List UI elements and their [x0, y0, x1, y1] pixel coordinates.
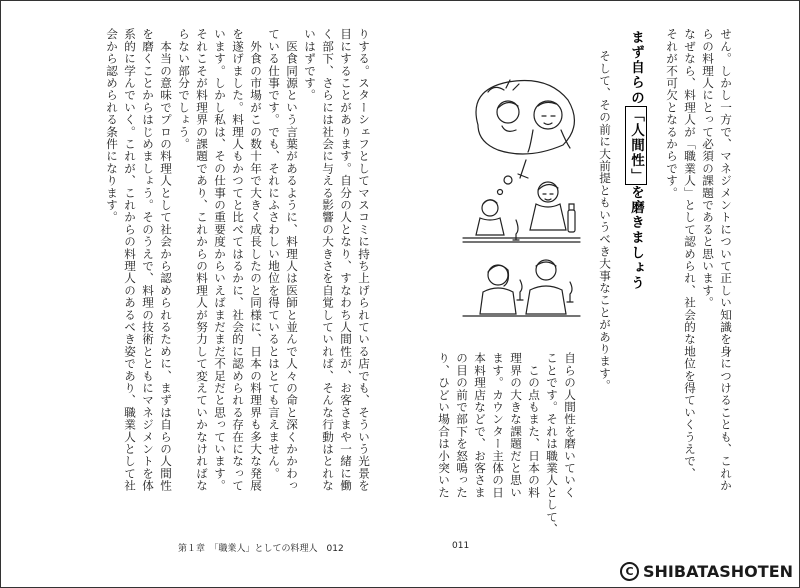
text-column: それが不可欠となるからです。: [665, 28, 679, 199]
text-column: を磨くことからはじめましょう。そのうえで、料理の技術とともにマネジメントを体: [141, 28, 155, 492]
watermark-text: SHIBATASHOTEN: [643, 562, 794, 581]
text-column: います。しかし私は、その仕事の重要度からいえばまだまだ不足だと思っています。: [213, 28, 227, 492]
page-footer-chapter: 第１章 「職業人」としての料理人 012: [178, 544, 344, 554]
text-column: 自らの人間性を磨いていく: [563, 352, 577, 499]
text-column: 目にすることがあります。自分の人となり、すなわち人間性が、お客さまや一緒に働: [339, 28, 353, 492]
text-column: く部下、さらには社会に与える影響の大きさを自覚していれば、そんな行動はとれな: [321, 28, 335, 492]
text-column: 会から認められる条件になります。: [105, 28, 119, 224]
text-column: 外食の市場がこの数十年で大きく成長したのと同様に、日本の料理界も多大な発展: [249, 28, 263, 492]
text-column: ている仕事です。でも、それにふさわしい地位を得ているとはとても言えません。: [267, 28, 281, 480]
text-column: 系的に学んでいく。これが、これからの料理人のあるべき姿であり、職業人として社: [123, 28, 137, 492]
text-column: ことです。それは職業人として、: [545, 352, 559, 535]
text-column: せん。しかし一方で、マネジメントについて正しい知識を身につけることも、これか: [719, 28, 733, 492]
heading-boxed-word: 「人間性」: [625, 106, 647, 186]
text-column: そして、その前に大前提ともいうべき大事なことがあります。: [598, 50, 612, 392]
heading-post: を磨きましょう: [628, 185, 644, 291]
text-column: ます。カウンター主体の日: [491, 352, 505, 499]
text-column: この点もまた、日本の料: [527, 352, 541, 499]
chef-illustration: [458, 70, 583, 320]
text-column: 医食同源という言葉があるように、料理人は医師と並んで人々の命と深くかかわっ: [285, 28, 299, 492]
text-column: 本料理店などで、お客さま: [473, 352, 487, 499]
text-column: 本当の意味でプロの料理人として社会から認められるために、まずは自らの人間性: [159, 28, 173, 492]
text-column: りする。スターシェフとしてマスコミに持ち上げられている店でも、そういう光景を: [357, 28, 371, 492]
text-column: らの料理人にとって必須の課題であると思います。: [701, 28, 715, 309]
text-column: を遂げました。料理人もかつてと比べてはるかに、社会的に認められる存在になって: [231, 28, 245, 492]
copyright-icon: C: [620, 562, 639, 581]
heading-pre: まず自らの: [628, 30, 644, 106]
text-column: 理界の大きな課題だと思い: [509, 352, 523, 499]
section-heading: [625, 30, 647, 291]
text-column: いはずです。: [303, 28, 317, 102]
text-column: なぜなら、料理人が「職業人」として認められ、社会的な地位を得ていくうえで、: [683, 28, 697, 480]
page-number: 011: [452, 541, 470, 551]
text-column: り、ひどい場合は小突いた: [437, 352, 451, 499]
text-column: それこそが料理界の課題であり、これからの料理人が努力して変えていかなければな: [195, 28, 209, 492]
text-column: らない部分でしょう。: [177, 28, 191, 150]
text-column: の目の前で部下を怒鳴った: [455, 352, 469, 499]
copyright-watermark: [620, 562, 793, 581]
